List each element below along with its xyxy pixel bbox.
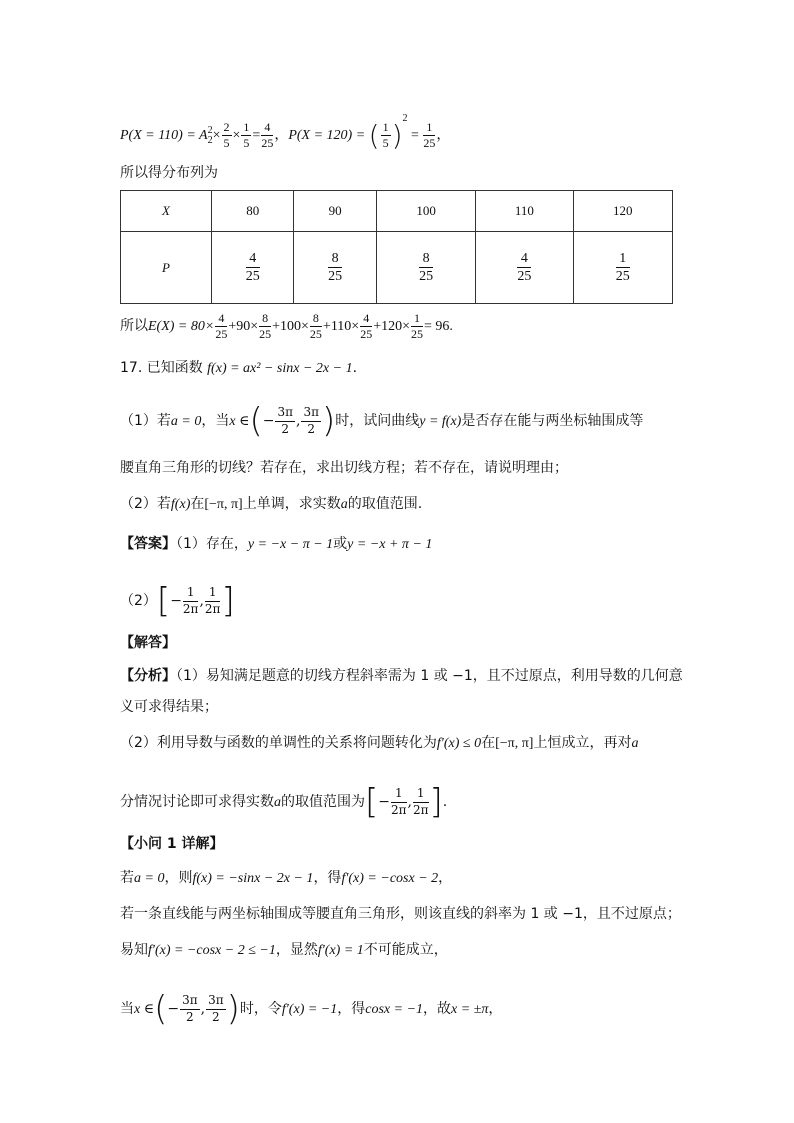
- detail-label: 【小问 1 详解】: [120, 836, 224, 852]
- a-sup: 2: [207, 124, 213, 136]
- analysis-line1: 【分析】（1）易知满足题意的切线方程斜率需为 1 或 −1，且不过原点，利用导数的几何意: [120, 668, 683, 684]
- x-cell: 120: [573, 191, 672, 232]
- detail-line2: 若一条直线能与两坐标轴围成等腰直角三角形，则该直线的斜率为 1 或 −1，且不过原点；: [120, 906, 681, 922]
- frac-1-25: $\frac{1}{25}$: [423, 120, 436, 151]
- p-cell: $\frac{4}{25}$: [212, 232, 294, 304]
- p-cell: $\frac{8}{25}$: [376, 232, 475, 304]
- x-cell: 110: [476, 191, 573, 232]
- dist-intro: 所以得分布列为: [120, 165, 218, 181]
- p-cell: $\frac{1}{25}$: [573, 232, 672, 304]
- frac-1-5b: $\frac{1}{5}$: [382, 120, 389, 151]
- expectation-line: 所以E(X) = 80× $\frac{4}{25}$ +90× $\frac{8}{25}$ +100× $\frac{8}{25}$ +110× $\frac{4}{25}$ +120× $\frac{1}{25}$ = 96.: [120, 311, 453, 342]
- solution-label: 【解答】: [120, 635, 176, 651]
- a-sub: 2: [207, 134, 213, 146]
- analysis-line2: 义可求得结果；: [120, 699, 218, 715]
- frac-4-25: $\frac{4}{25}$: [261, 120, 274, 151]
- q17-part1: （1）若a = 0，当x ∈(− $\frac{3\pi}{2}$ , $\frac{3\pi}{2}$ )时，试问曲线y = f(x)是否存在能与两坐标轴围成等: [120, 401, 644, 441]
- prob-line: P(X = 110) = A 2 2 × $\frac{2}{5}$ × $\frac{1}{5}$ = $\frac{4}{25}$ ，P(X = 120) = ( $\frac{1}{5}$ )$^2$ = $\frac{1}{25}$ ，: [120, 113, 451, 152]
- q17-part1-cont: 腰直角三角形的切线？若存在，求出切线方程；若不存在，请说明理由；: [120, 460, 568, 476]
- p120-lhs: P(X = 120) =: [288, 128, 369, 143]
- p110-lhs: P(X = 110) = A: [120, 128, 208, 143]
- x-cell: 100: [376, 191, 475, 232]
- q17-part2: （2）若f(x)在[−π, π]上单调，求实数a的取值范围.: [120, 496, 423, 512]
- detail-line3: 易知f′(x) = −cosx − 2 ≤ −1，显然f′(x) = 1不可能成立，: [120, 942, 448, 958]
- analysis-line4: 分情况讨论即可求得实数a的取值范围为[− $\frac{1}{2\pi}$ , $\frac{1}{2\pi}$ ].: [120, 782, 448, 822]
- detail-line1: 若a = 0，则f(x) = −sinx − 2x − 1，得f′(x) = −cosx − 2，: [120, 870, 453, 886]
- table-row-p: [121, 232, 673, 304]
- distribution-table: [120, 190, 673, 304]
- answer-part2: （2）[− $\frac{1}{2\pi}$ , $\frac{1}{2\pi}$ ]: [120, 581, 235, 621]
- q17-title: 17. 已知函数 f(x) = ax² − sinx − 2x − 1.: [120, 360, 358, 376]
- detail-line4: 当x ∈(− $\frac{3\pi}{2}$ , $\frac{3\pi}{2}$ )时，令f′(x) = −1，得cosx = −1，故x = ±π，: [120, 989, 503, 1029]
- answer-line: 【答案】（1）存在，y = −x − π − 1或y = −x + π − 1: [120, 536, 433, 552]
- pow-2: 2: [402, 113, 408, 124]
- frac-1-5: $\frac{1}{5}$: [243, 120, 250, 151]
- x-cell: 90: [294, 191, 376, 232]
- p-cell: $\frac{8}{25}$: [294, 232, 376, 304]
- frac-2-5: $\frac{2}{5}$: [223, 120, 230, 151]
- answer-label: 【答案】: [120, 536, 176, 552]
- analysis-line3: （2）利用导数与函数的单调性的关系将问题转化为f′(x) ≤ 0在[−π, π]上恒成立，再对a: [120, 735, 639, 751]
- p-header: P: [121, 232, 212, 304]
- x-header: X: [121, 191, 212, 232]
- table-row-x: [121, 191, 673, 232]
- p-cell: $\frac{4}{25}$: [476, 232, 573, 304]
- x-cell: 80: [212, 191, 294, 232]
